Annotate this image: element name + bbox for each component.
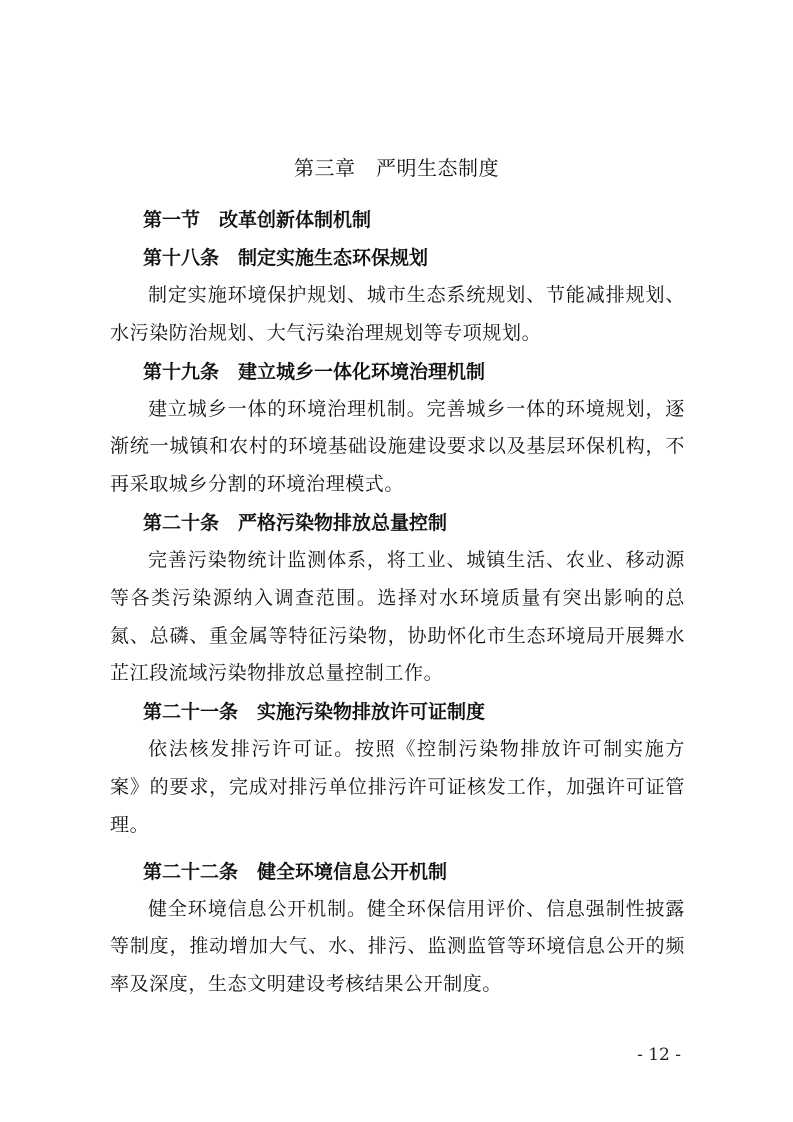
- page-number: - 12 -: [637, 1045, 681, 1065]
- article-18-heading: 第十八条 制定实施生态环保规划: [143, 247, 429, 269]
- paragraph-spacer: [110, 845, 685, 853]
- article-21-heading: 第二十一条 实施污染物排放许可证制度: [143, 701, 486, 724]
- article-22-body: 健全环境信息公开机制。健全环保信用评价、信息强制性披露等制度，推动增加大气、水、排污、监测监管等环境信息公开的频率及深度，生态文明建设考核结果公开制度。: [110, 897, 685, 996]
- article-19-body: 建立城乡一体的环境治理机制。完善城乡一体的环境规划，逐渐统一城镇和农村的环境基础设施建设要求以及基层环保机构，不再采取城乡分割的环境治理模式。: [110, 397, 685, 496]
- article-18-body: 制定实施环境保护规划、城市生态系统规划、节能减排规划、水污染防治规划、大气污染治理规划等专项规划。: [110, 284, 685, 344]
- article-19-heading: 第十九条 建立城乡一体化环境治理机制: [143, 360, 486, 383]
- article-22-heading: 第二十二条 健全环境信息公开机制: [143, 860, 448, 883]
- chapter-title: 第三章 严明生态制度: [294, 156, 499, 181]
- article-20-body: 完善污染物统计监测体系，将工业、城镇生活、农业、移动源等各类污染源纳入调查范围。选择对水环境质量有突出影响的总氮、总磷、重金属等特征污染物，协助怀化市生态环境局开展舞水芷江段流域污染物排放总量控制工作。: [110, 548, 685, 685]
- article-21-body: 依法核发排污许可证。按照《控制污染物排放许可制实施方案》的要求，完成对排污单位排污许可证核发工作，加强许可证管理。: [110, 738, 685, 836]
- article-20-heading: 第二十条 严格污染物排放总量控制: [143, 511, 448, 534]
- document-body: [110, 201, 685, 1004]
- section-heading-1: 第一节 改革创新体制机制: [143, 209, 372, 231]
